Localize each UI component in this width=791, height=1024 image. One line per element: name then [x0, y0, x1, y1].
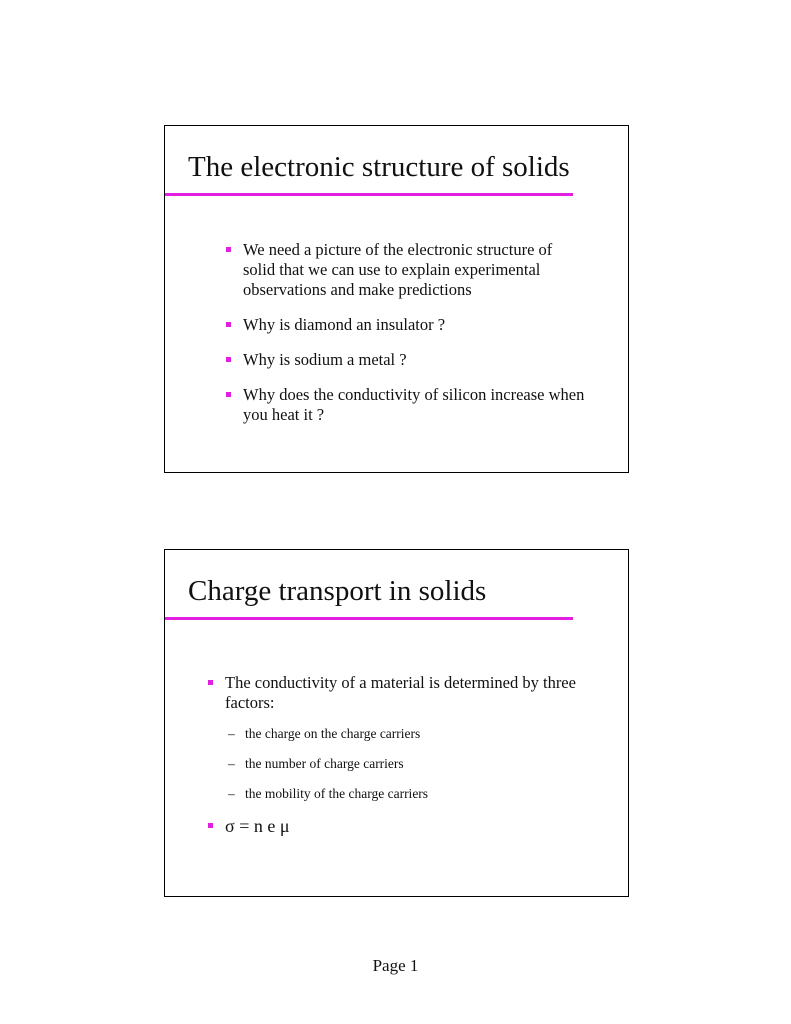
sub-bullet-item [228, 755, 588, 773]
sub-bullet-item [228, 725, 588, 743]
sub-bullet-text: the mobility of the charge carriers [245, 786, 429, 801]
bullet-text: Why does the conductivity of silicon increase when you heat it ? [243, 385, 585, 424]
bullet-text: We need a picture of the electronic structure of solid that we can use to explain experimental observations and make predictions [243, 240, 553, 299]
slide-title: Charge transport in solids [188, 575, 487, 607]
square-bullet-icon [226, 247, 231, 252]
bullet-text: Why is sodium a metal ? [243, 350, 407, 369]
square-bullet-icon [208, 823, 213, 828]
bullet-list [208, 673, 588, 837]
square-bullet-icon [226, 392, 231, 397]
dash-marker: – [228, 726, 235, 741]
title-underline [165, 617, 573, 620]
slide-electronic-structure [164, 125, 629, 473]
bullet-item [226, 385, 586, 425]
dash-marker: – [228, 786, 235, 801]
square-bullet-icon [226, 357, 231, 362]
bullet-text: The conductivity of a material is determined by three factors: [225, 673, 576, 712]
dash-marker: – [228, 756, 235, 771]
slide-title: The electronic structure of solids [188, 151, 570, 183]
conductivity-formula: σ = n e μ [225, 816, 290, 836]
page-number: Page 1 [372, 956, 419, 975]
bullet-text: Why is diamond an insulator ? [243, 315, 446, 334]
sub-bullet-text: the charge on the charge carriers [245, 726, 421, 741]
bullet-item [226, 350, 586, 370]
sub-bullet-text: the number of charge carriers [245, 756, 404, 771]
square-bullet-icon [226, 322, 231, 327]
sub-bullet-item [228, 785, 588, 803]
slide-charge-transport [164, 549, 629, 897]
bullet-item [226, 240, 586, 300]
bullet-item [208, 673, 588, 803]
bullet-item [226, 315, 586, 335]
square-bullet-icon [208, 680, 213, 685]
title-underline [165, 193, 573, 196]
formula-bullet [208, 815, 588, 837]
sub-bullet-list [228, 725, 588, 803]
bullet-list [226, 240, 586, 440]
